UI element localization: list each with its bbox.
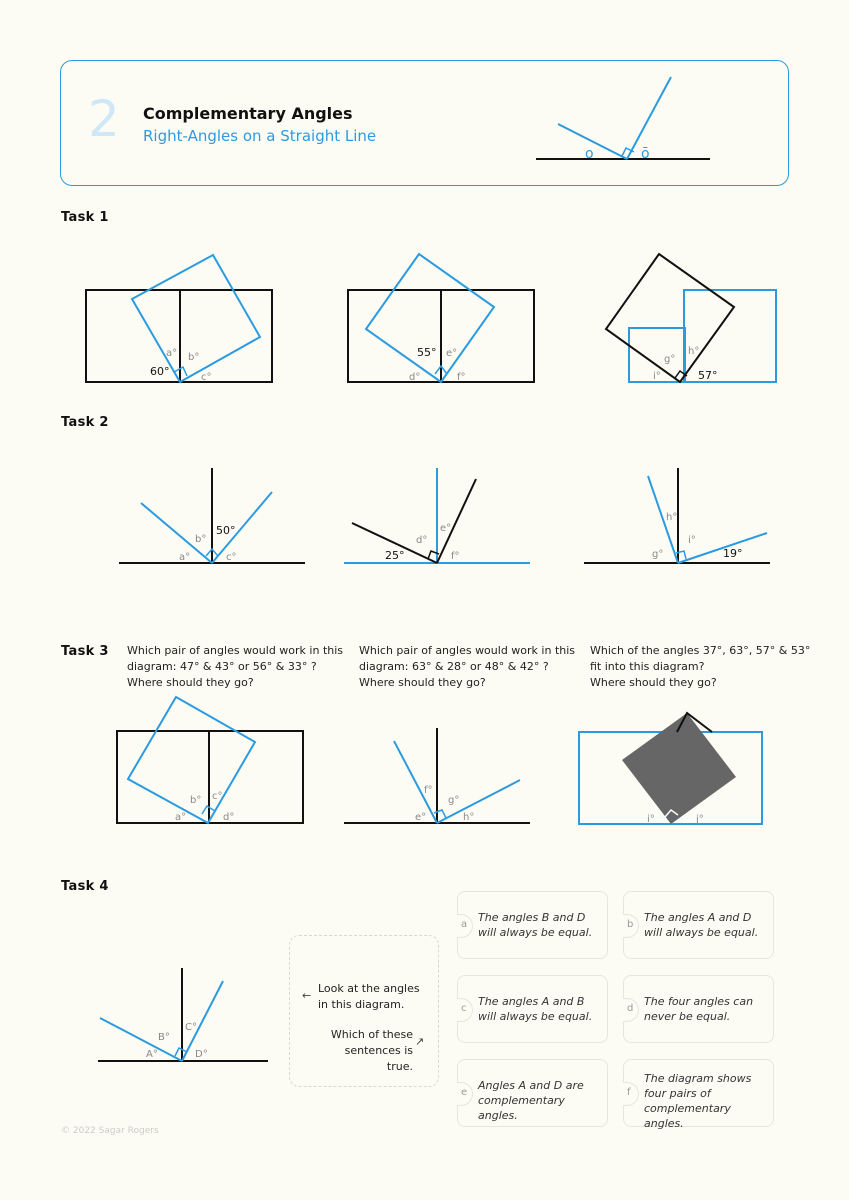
task4-prompt-which: Which of these sentences is true.: [330, 1028, 413, 1073]
arrow-left-icon: ←: [302, 989, 312, 1002]
t3d1-label-c: c°: [212, 791, 223, 802]
t3d3-label-i: i°: [647, 814, 655, 825]
task2-diagram-2: [340, 465, 535, 570]
t1d3-label-i: i°: [653, 371, 661, 382]
t1d1-label-60: 60°: [150, 365, 170, 378]
t3d2-label-e: e°: [415, 812, 427, 823]
card-statement: The angles B and D will always be equal.: [478, 911, 593, 939]
task3-question-1: Which pair of angles would work in this diagram: 47° & 43° or 56° & 33° ? Where should they go?: [127, 644, 344, 689]
t1d3-label-g: g°: [664, 354, 676, 365]
statement-card-c[interactable]: [457, 975, 608, 1043]
card-letter: a: [461, 919, 468, 930]
card-statement: The angles A and D will always be equal.: [644, 911, 759, 939]
statement-card-b[interactable]: [623, 891, 774, 959]
t1d2-label-55: 55°: [417, 346, 437, 359]
card-letter: e: [461, 1087, 468, 1098]
copyright: © 2022 Sagar Rogers: [61, 1126, 159, 1136]
t1d2-label-e: e°: [446, 348, 458, 359]
page-subtitle: Right-Angles on a Straight Line: [143, 127, 377, 145]
t2d1-label-b: b°: [195, 534, 207, 545]
statement-card-d[interactable]: [623, 975, 774, 1043]
task2-diagram-1: [115, 465, 310, 570]
t2d2-label-f: f°: [451, 551, 460, 562]
statement-card-f[interactable]: [623, 1059, 774, 1130]
card-letter: b: [627, 919, 634, 930]
t1d3-label-h: h°: [688, 346, 700, 357]
arrow-up-right-icon: ↗: [415, 1035, 425, 1048]
card-statement: Angles A and D are complementary angles.: [478, 1079, 584, 1122]
task1-diagram-3: [600, 250, 790, 390]
t4-label-d: D°: [195, 1049, 208, 1060]
t2d3-label-g: g°: [652, 549, 664, 560]
card-statement: The diagram shows four pairs of complementary angles.: [644, 1072, 752, 1130]
card-letter: f: [627, 1087, 631, 1098]
task-1-heading: Task 1: [61, 210, 109, 225]
task-3-heading: Task 3: [61, 644, 109, 659]
task3-diagram-3: [570, 705, 770, 835]
task1-diagram-2: [342, 250, 542, 390]
page-title: Complementary Angles: [143, 104, 353, 123]
task4-prompt-look: Look at the angles in this diagram.: [318, 982, 420, 1011]
header-angle-label-right: ō: [641, 146, 650, 162]
t2d3-label-h: h°: [666, 512, 678, 523]
t3d2-label-h: h°: [463, 812, 475, 823]
t2d3-label-19: 19°: [723, 547, 743, 560]
card-statement: The four angles can never be equal.: [644, 995, 754, 1023]
t3d2-label-f: f°: [424, 785, 433, 796]
task1-diagram-1: [80, 250, 280, 390]
statement-card-a[interactable]: [457, 891, 608, 959]
t4-label-a: A°: [146, 1049, 158, 1060]
t2d2-label-d: d°: [416, 535, 428, 546]
task-2-heading: Task 2: [61, 415, 109, 430]
task3-diagram-2: [340, 725, 535, 830]
t3d1-label-a: a°: [175, 812, 187, 823]
t1d2-label-f: f°: [457, 372, 466, 383]
card-statement: The angles A and B will always be equal.: [478, 995, 593, 1023]
statement-card-e[interactable]: [457, 1059, 608, 1127]
t2d1-label-a: a°: [179, 552, 191, 563]
task4-diagram: [95, 965, 275, 1065]
t3d2-label-g: g°: [448, 795, 460, 806]
task3-question-3: Which of the angles 37°, 63°, 57° & 53° fit into this diagram? Where should they go?: [590, 644, 811, 689]
t1d1-label-a: a°: [166, 348, 178, 359]
t2d2-label-25: 25°: [385, 549, 405, 562]
task3-question-2: Which pair of angles would work in this diagram: 63° & 28° or 48° & 42° ? Where should they go?: [359, 644, 576, 689]
t1d1-label-c: c°: [201, 372, 212, 383]
t2d2-label-e: e°: [440, 523, 452, 534]
t2d3-label-i: i°: [688, 535, 696, 546]
t2d1-label-50: 50°: [216, 524, 236, 537]
header-illustration: [530, 70, 720, 170]
t1d2-label-d: d°: [409, 372, 421, 383]
header-angle-label-left: o: [585, 146, 594, 162]
t4-label-b: B°: [158, 1032, 170, 1043]
card-letter: d: [627, 1003, 634, 1014]
t1d3-label-57: 57°: [698, 369, 718, 382]
t3d3-label-j: j°: [696, 814, 704, 825]
t4-label-c: C°: [185, 1022, 197, 1033]
worksheet-number: 2: [88, 90, 120, 148]
t3d1-label-b: b°: [190, 795, 202, 806]
task3-diagram-1: [110, 690, 310, 830]
task2-diagram-3: [580, 465, 775, 570]
t1d1-label-b: b°: [188, 352, 200, 363]
task-4-heading: Task 4: [61, 879, 109, 894]
t2d1-label-c: c°: [226, 552, 237, 563]
card-letter: c: [461, 1003, 467, 1014]
t3d1-label-d: d°: [223, 812, 235, 823]
